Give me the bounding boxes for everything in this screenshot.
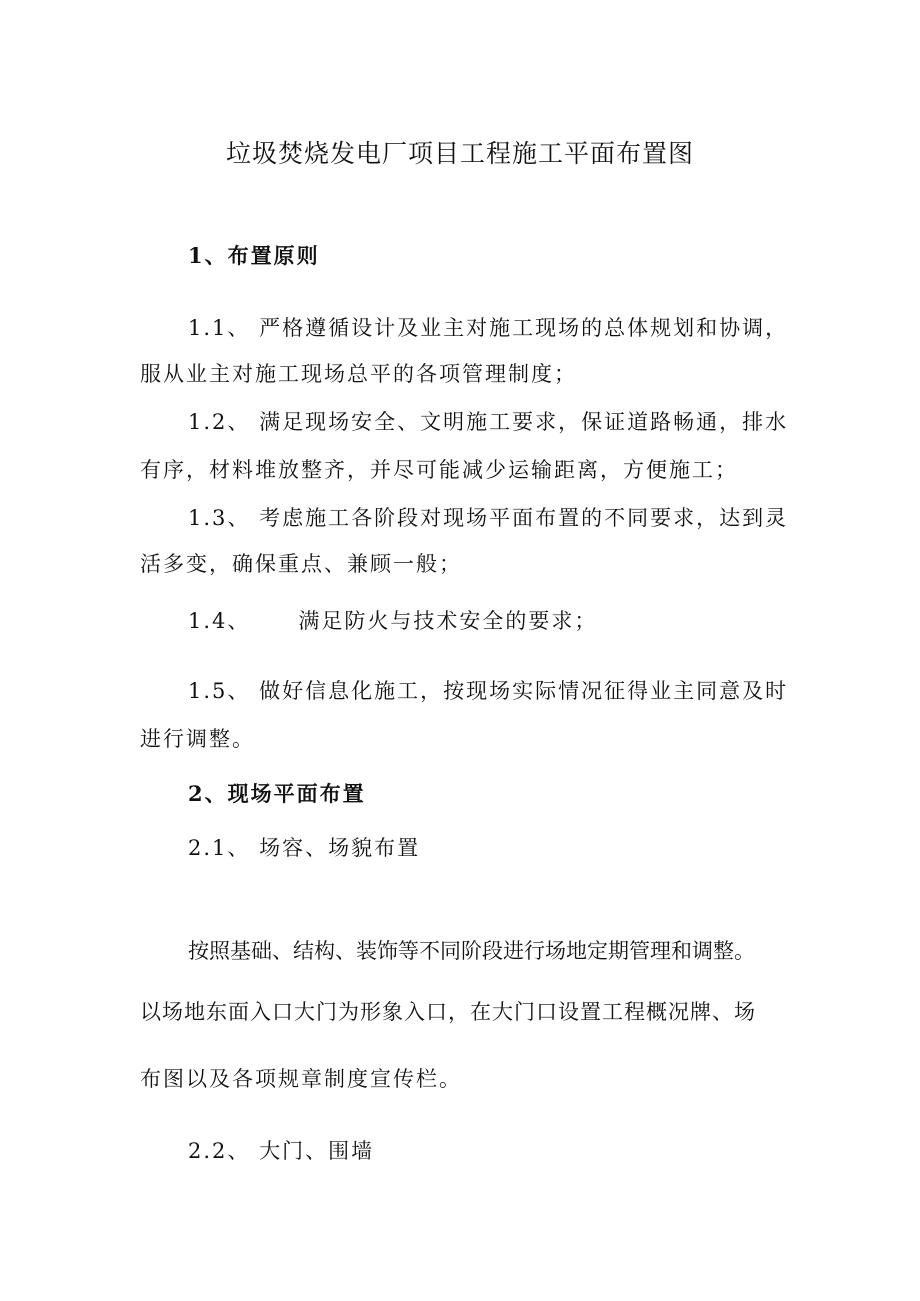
- paragraph-1-5-line-1: 1.5、 做好信息化施工，按现场实际情况征得业主同意及时: [188, 679, 789, 703]
- paragraph-1-5-line-2: 进行调整。: [140, 727, 255, 751]
- paragraph-1-4-number: 1.4、: [188, 609, 251, 633]
- paragraph-1-1-line-1: 1.1、 严格遵循设计及业主对施工现场的总体规划和协调，: [188, 316, 789, 340]
- paragraph-1-1-line-2: 服从业主对施工现场总平的各项管理制度；: [140, 362, 577, 386]
- paragraph-2-1-heading: 2.1、 场容、场貌布置: [188, 836, 421, 860]
- paragraph-1-3-line-2: 活多变，确保重点、兼顾一般；: [140, 552, 462, 576]
- paragraph-1-3-line-1: 1.3、 考虑施工各阶段对现场平面布置的不同要求，达到灵: [188, 506, 789, 530]
- paragraph-2-1-body-line-1: 按照基础、结构、装饰等不同阶段进行场地定期管理和调整。: [188, 939, 755, 963]
- paragraph-1-4: [188, 607, 597, 635]
- section-heading-1: 1、布置原则: [188, 243, 320, 268]
- document-title: 垃圾焚烧发电厂项目工程施工平面布置图: [225, 139, 694, 168]
- paragraph-1-2-line-1: 1.2、 满足现场安全、文明施工要求，保证道路畅通，排水: [188, 410, 789, 434]
- section-heading-2: 2、现场平面布置: [188, 781, 366, 806]
- paragraph-1-4-text: 满足防火与技术安全的要求；: [298, 609, 598, 633]
- paragraph-2-1-body-line-3: 布图以及各项规章制度宣传栏。: [140, 1067, 462, 1091]
- paragraph-1-2-line-2: 有序，材料堆放整齐，并尽可能减少运输距离，方便施工；: [140, 458, 738, 482]
- paragraph-2-1-body-line-2: 以场地东面入口大门为形象入口，在大门口设置工程概况牌、场: [140, 1000, 756, 1024]
- paragraph-2-2-heading: 2.2、 大门、围墙: [188, 1139, 375, 1163]
